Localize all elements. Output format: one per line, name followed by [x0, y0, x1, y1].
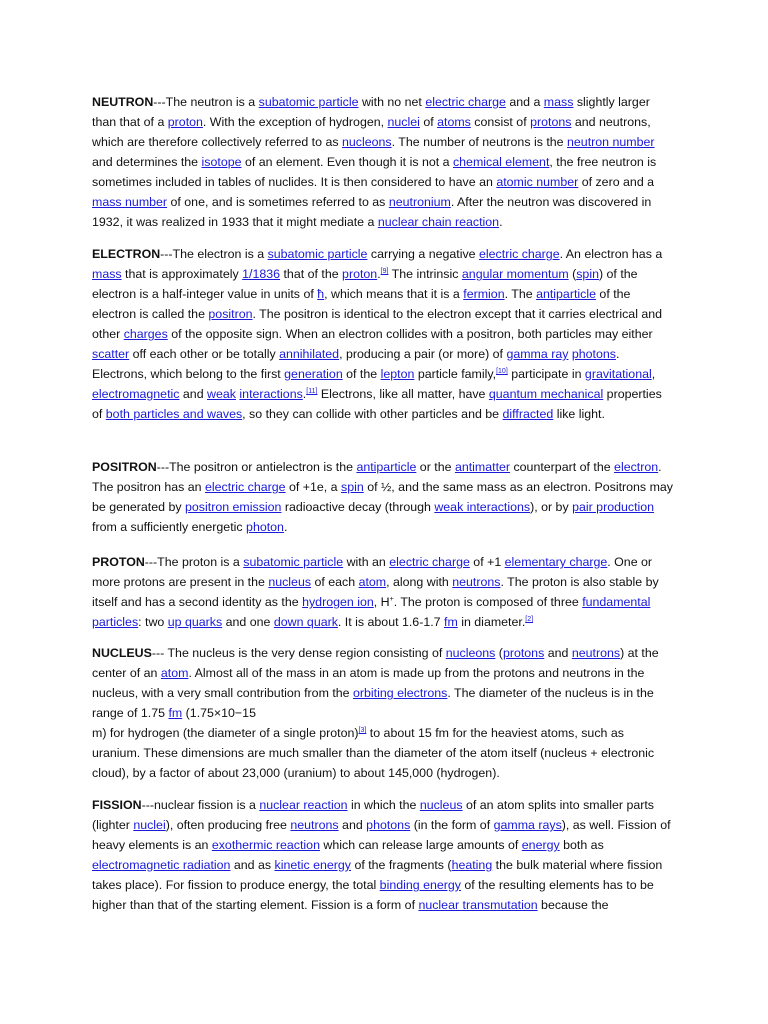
- body-text: radioactive decay (through: [281, 500, 435, 514]
- body-text: ---The proton is a: [144, 555, 244, 569]
- body-text: . The diameter of the nucleus is in the range of 1.75: [92, 686, 654, 720]
- body-text: that is approximately: [121, 267, 243, 281]
- hyperlink[interactable]: scatter: [92, 347, 130, 361]
- hyperlink[interactable]: photons: [571, 347, 616, 361]
- hyperlink[interactable]: nucleus: [268, 575, 312, 589]
- body-text: both as: [559, 838, 604, 852]
- hyperlink[interactable]: fm: [444, 615, 458, 629]
- body-text: particle family,: [414, 367, 497, 381]
- hyperlink[interactable]: weak: [207, 387, 236, 401]
- term-heading: FISSION: [92, 798, 142, 812]
- body-text: .: [283, 520, 288, 534]
- body-text: to about 15 fm for the heaviest atoms, such as uranium. These dimensions are much smaller than the diameter of the atom itself (nucleus + electronic cloud), by a factor of about 23,000 (uranium) to about 145,000 (hydrogen).: [92, 726, 655, 780]
- hyperlink[interactable]: fundamental particles: [92, 595, 651, 629]
- hyperlink[interactable]: neutrons: [290, 818, 339, 832]
- body-text: off each other or be totally: [129, 347, 280, 361]
- body-text: in which the: [347, 798, 420, 812]
- hyperlink[interactable]: atom: [160, 666, 189, 680]
- hyperlink[interactable]: isotope: [201, 155, 242, 169]
- body-text: of each: [311, 575, 359, 589]
- body-text: in diameter.: [457, 615, 526, 629]
- body-text: with no net: [358, 95, 426, 109]
- body-text: . The positron is identical to the electron except that it carries electrical and other: [92, 307, 663, 341]
- body-text: , H: [373, 595, 390, 609]
- body-text: participate in: [507, 367, 585, 381]
- body-text: of ½, and the same mass as an electron. Positrons may be generated by: [92, 480, 673, 514]
- citation-link[interactable]: [10]: [496, 368, 508, 375]
- body-text: and: [544, 646, 572, 660]
- body-text: . An electron has a: [559, 247, 663, 261]
- hyperlink[interactable]: neutrons: [452, 575, 501, 589]
- body-text: .: [499, 215, 503, 229]
- body-text: ---The positron or antielectron is the: [156, 460, 357, 474]
- hyperlink[interactable]: generation: [284, 367, 343, 381]
- body-text: ), or by: [530, 500, 573, 514]
- hyperlink[interactable]: antimatter: [454, 460, 511, 474]
- term-heading: PROTON: [92, 555, 145, 569]
- hyperlink[interactable]: positron emission: [185, 500, 282, 514]
- body-text: (1.75×10−15: [182, 706, 256, 720]
- hyperlink[interactable]: pair production: [572, 500, 655, 514]
- body-text: ), often producing free: [165, 818, 291, 832]
- hyperlink[interactable]: nucleons: [445, 646, 496, 660]
- body-text: . One or more protons are present in the: [92, 555, 653, 589]
- hyperlink[interactable]: charges: [123, 327, 168, 341]
- body-text: ---The neutron is a: [153, 95, 259, 109]
- citation-link[interactable]: [2]: [525, 616, 534, 623]
- hyperlink[interactable]: nuclear reaction: [259, 798, 348, 812]
- body-text: of +1: [469, 555, 505, 569]
- paragraph-neutron: [92, 92, 674, 232]
- hyperlink[interactable]: weak interactions: [434, 500, 531, 514]
- body-text: . It is about 1.6-1.7: [337, 615, 444, 629]
- body-text: . The: [504, 287, 537, 301]
- body-text: and: [338, 818, 367, 832]
- hyperlink[interactable]: antiparticle: [356, 460, 417, 474]
- citation-link[interactable]: [9]: [380, 268, 389, 275]
- hyperlink[interactable]: nucleons: [342, 135, 392, 149]
- body-text: ), as well. Fission of heavy elements is an: [92, 818, 671, 852]
- body-text: from a sufficiently energetic: [92, 520, 247, 534]
- body-text: . Electrons, which belong to the first: [92, 347, 620, 381]
- hyperlink[interactable]: antiparticle: [536, 287, 596, 301]
- body-text: , so they can collide with other particles and be: [242, 407, 503, 421]
- citation-link[interactable]: [11]: [306, 388, 318, 395]
- citation-ref: [525, 616, 533, 623]
- body-text: . The proton is also stable by itself and has a second identity as the: [92, 575, 659, 609]
- body-text: ) of the electron is a half-integer value in units of: [92, 267, 638, 301]
- body-text: Electrons, like all matter, have: [317, 387, 489, 401]
- body-text: with an: [343, 555, 390, 569]
- term-heading: NUCLEUS: [92, 646, 152, 660]
- term-heading: ELECTRON: [92, 247, 161, 261]
- body-text: that of the: [280, 267, 343, 281]
- term-heading: POSITRON: [92, 460, 157, 474]
- body-text: ---The electron is a: [160, 247, 268, 261]
- body-text: , the free neutron is sometimes included in tables of nuclides. It is then considered to have an: [92, 155, 657, 189]
- body-text: ---nuclear fission is a: [141, 798, 260, 812]
- superscript: +: [389, 596, 394, 603]
- body-text: (: [568, 267, 577, 281]
- body-text: and as: [230, 858, 275, 872]
- body-text: and a: [505, 95, 544, 109]
- hyperlink[interactable]: photon: [246, 520, 284, 534]
- hyperlink[interactable]: atom: [358, 575, 387, 589]
- paragraph-positron: [92, 457, 674, 537]
- hyperlink[interactable]: chemical element: [452, 155, 550, 169]
- body-text: . The number of neutrons is the: [391, 135, 568, 149]
- body-text: --- The nucleus is the very dense region consisting of: [151, 646, 446, 660]
- hyperlink[interactable]: nuclei: [387, 115, 420, 129]
- body-text: the bulk material where fission takes place). For fission to produce energy, the total: [92, 858, 663, 892]
- body-text: consist of: [470, 115, 531, 129]
- body-text: properties of: [92, 387, 662, 421]
- body-text: (in the form of: [410, 818, 494, 832]
- hyperlink[interactable]: mass: [92, 267, 122, 281]
- hyperlink[interactable]: subatomic particle: [258, 95, 359, 109]
- body-text: (: [495, 646, 503, 660]
- hyperlink[interactable]: down quark: [273, 615, 338, 629]
- hyperlink[interactable]: energy: [521, 838, 560, 852]
- body-text: or the: [416, 460, 455, 474]
- hyperlink[interactable]: angular momentum: [461, 267, 569, 281]
- body-text: of an element. Even though it is not a: [241, 155, 453, 169]
- hyperlink[interactable]: nuclei: [133, 818, 166, 832]
- body-text: , producing a pair (or more) of: [339, 347, 507, 361]
- hyperlink[interactable]: diffracted: [502, 407, 554, 421]
- hyperlink[interactable]: kinetic energy: [274, 858, 351, 872]
- body-text: .: [302, 387, 307, 401]
- body-text: . After the neutron was discovered in 1932, it was realized in 1933 that it might mediate a: [92, 195, 652, 229]
- hyperlink[interactable]: heating: [451, 858, 493, 872]
- body-text: , which means that it is a: [324, 287, 464, 301]
- body-text: and one: [222, 615, 274, 629]
- hyperlink[interactable]: atomic number: [496, 175, 579, 189]
- body-text: and determines the: [92, 155, 202, 169]
- hyperlink[interactable]: electric charge: [479, 247, 560, 261]
- body-text: and neutrons, which are therefore collectively referred to as: [92, 115, 651, 149]
- hyperlink[interactable]: neutron number: [567, 135, 655, 149]
- body-text: The intrinsic: [388, 267, 462, 281]
- body-text: of: [419, 115, 438, 129]
- hyperlink[interactable]: nuclear transmutation: [418, 898, 538, 912]
- hyperlink[interactable]: mass: [543, 95, 574, 109]
- body-text: . With the exception of hydrogen,: [202, 115, 388, 129]
- hyperlink[interactable]: mass number: [92, 195, 168, 209]
- hyperlink[interactable]: electric charge: [204, 480, 286, 494]
- body-text: : two: [138, 615, 168, 629]
- body-text: m) for hydrogen (the diameter of a single proton): [92, 726, 359, 740]
- term-heading: NEUTRON: [92, 95, 154, 109]
- body-text: of the opposite sign. When an electron collides with a positron, both particles may either: [167, 327, 653, 341]
- hyperlink[interactable]: neutrons: [571, 646, 621, 660]
- paragraph-fission: [92, 795, 674, 915]
- body-text: of one, and is sometimes referred to as: [167, 195, 389, 209]
- hyperlink[interactable]: interactions: [239, 387, 303, 401]
- hyperlink[interactable]: neutronium: [388, 195, 451, 209]
- hyperlink[interactable]: binding energy: [379, 878, 461, 892]
- hyperlink[interactable]: nuclear chain reaction: [377, 215, 500, 229]
- hyperlink[interactable]: photons: [366, 818, 411, 832]
- hyperlink[interactable]: exothermic reaction: [211, 838, 320, 852]
- hyperlink[interactable]: subatomic particle: [267, 247, 368, 261]
- hyperlink[interactable]: fermion: [463, 287, 505, 301]
- hyperlink[interactable]: spin: [576, 267, 599, 281]
- body-text: because the: [537, 898, 609, 912]
- body-text: ) at the center of an: [92, 646, 659, 680]
- hyperlink[interactable]: subatomic particle: [243, 555, 344, 569]
- body-text: of +1e, a: [285, 480, 342, 494]
- hyperlink[interactable]: orbiting electrons: [353, 686, 448, 700]
- body-text: ,: [651, 367, 656, 381]
- hyperlink[interactable]: protons: [502, 646, 545, 660]
- body-text: .: [377, 267, 381, 281]
- body-text: . Almost all of the mass in an atom is made up from the protons and neutrons in the nucleus, with a very small contribution from the: [92, 666, 645, 700]
- body-text: . The proton is composed of three: [393, 595, 583, 609]
- hyperlink[interactable]: fm: [168, 706, 183, 720]
- body-text: like light.: [553, 407, 605, 421]
- body-text: counterpart of the: [510, 460, 615, 474]
- body-text: of an atom splits into smaller parts (lighter: [92, 798, 654, 832]
- hyperlink[interactable]: nucleus: [419, 798, 463, 812]
- hyperlink[interactable]: ħ: [317, 287, 325, 301]
- hyperlink[interactable]: quantum mechanical: [488, 387, 604, 401]
- hyperlink[interactable]: up quarks: [167, 615, 223, 629]
- hyperlink[interactable]: electric charge: [425, 95, 506, 109]
- hyperlink[interactable]: electron: [614, 460, 659, 474]
- hyperlink[interactable]: gamma ray: [506, 347, 569, 361]
- body-text: of zero and a: [578, 175, 655, 189]
- hyperlink[interactable]: positron: [208, 307, 253, 321]
- paragraph-electron: [92, 244, 674, 424]
- body-text: of the electron is called the: [92, 287, 631, 321]
- hyperlink[interactable]: 1/1836: [242, 267, 281, 281]
- body-text: of the fragments (: [351, 858, 452, 872]
- body-text: . The positron has an: [92, 460, 662, 494]
- hyperlink[interactable]: both particles and waves: [105, 407, 243, 421]
- citation-ref: [496, 368, 508, 375]
- hyperlink[interactable]: electric charge: [389, 555, 470, 569]
- hyperlink[interactable]: proton: [342, 267, 378, 281]
- citation-link[interactable]: [3]: [358, 727, 367, 734]
- hyperlink[interactable]: lepton: [380, 367, 415, 381]
- hyperlink[interactable]: gamma rays: [493, 818, 562, 832]
- body-text: and: [179, 387, 208, 401]
- body-text: , along with: [386, 575, 453, 589]
- hyperlink[interactable]: annihilated: [279, 347, 340, 361]
- hyperlink[interactable]: electromagnetic: [92, 387, 180, 401]
- hyperlink[interactable]: gravitational: [584, 367, 652, 381]
- hyperlink[interactable]: electromagnetic radiation: [92, 858, 231, 872]
- hyperlink[interactable]: proton: [167, 115, 203, 129]
- citation-ref: [306, 388, 317, 395]
- hyperlink[interactable]: elementary charge: [504, 555, 608, 569]
- body-text: of the resulting elements has to be higher than that of the starting element. Fission is a form of: [92, 878, 654, 912]
- paragraph-nucleus: [92, 643, 674, 783]
- hyperlink[interactable]: hydrogen ion: [302, 595, 374, 609]
- body-text: of the: [342, 367, 381, 381]
- hyperlink[interactable]: atoms: [437, 115, 471, 129]
- body-text: which can release large amounts of: [319, 838, 522, 852]
- body-text: carrying a negative: [367, 247, 480, 261]
- body-text: slightly larger than that of a: [92, 95, 650, 129]
- hyperlink[interactable]: protons: [530, 115, 572, 129]
- paragraph-proton: [92, 552, 674, 632]
- hyperlink[interactable]: spin: [341, 480, 364, 494]
